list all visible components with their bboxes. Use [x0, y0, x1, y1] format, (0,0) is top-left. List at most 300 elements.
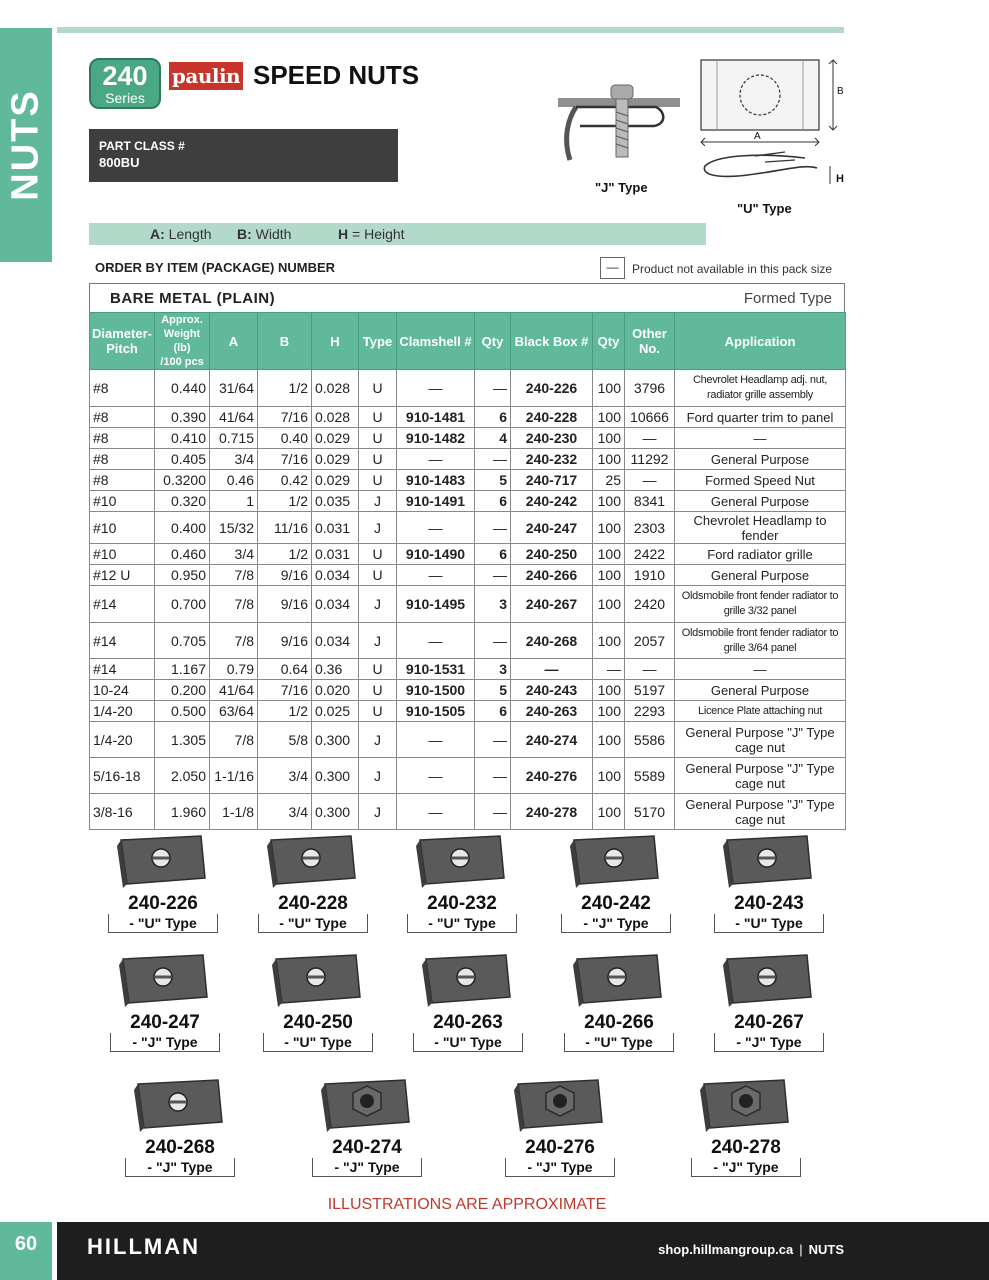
cell-other: —: [625, 428, 675, 449]
cell-b: 9/16: [258, 586, 312, 623]
cell-q2: 100: [593, 586, 625, 623]
series-label: Series: [105, 90, 145, 106]
product-code: 240-228: [278, 893, 348, 914]
dim-h-label: H: [836, 173, 844, 185]
cell-b: 0.42: [258, 470, 312, 491]
cell-dia: #8: [90, 370, 155, 407]
cell-q2: 100: [593, 407, 625, 428]
cell-a: 7/8: [210, 586, 258, 623]
cell-b: 9/16: [258, 623, 312, 659]
u-type-diagram-icon: [695, 56, 850, 198]
product-tile: [412, 947, 524, 1052]
table-row: [90, 512, 846, 544]
cell-a: 41/64: [210, 680, 258, 701]
cell-clam: 910-1491: [397, 491, 475, 512]
col-qty-clamshell: Qty: [475, 313, 511, 370]
speed-nut-image-icon: [569, 947, 669, 1011]
cell-h: 0.029: [312, 449, 359, 470]
product-code: 240-274: [332, 1137, 402, 1158]
table-row: [90, 659, 846, 680]
cell-dia: #12 U: [90, 565, 155, 586]
cell-q2: 100: [593, 512, 625, 544]
cell-q2: 100: [593, 565, 625, 586]
cell-wt: 0.3200: [155, 470, 210, 491]
cell-box: 240-274: [511, 722, 593, 758]
cell-wt: 0.700: [155, 586, 210, 623]
cell-q2: 100: [593, 544, 625, 565]
cell-b: 9/16: [258, 565, 312, 586]
cell-b: 3/4: [258, 758, 312, 794]
cell-a: 1-1/16: [210, 758, 258, 794]
cell-q1: 6: [475, 491, 511, 512]
cell-app: Formed Speed Nut: [675, 470, 846, 491]
col-b: B: [258, 313, 312, 370]
cell-wt: 0.950: [155, 565, 210, 586]
cell-type: U: [359, 544, 397, 565]
cell-other: 5586: [625, 722, 675, 758]
cell-app: General Purpose "J" Type cage nut: [675, 722, 846, 758]
cell-wt: 1.167: [155, 659, 210, 680]
cell-other: 2303: [625, 512, 675, 544]
cell-app: Ford quarter trim to panel: [675, 407, 846, 428]
cell-dia: #10: [90, 512, 155, 544]
cell-q1: 6: [475, 701, 511, 722]
cell-wt: 1.960: [155, 794, 210, 830]
cell-dia: #8: [90, 428, 155, 449]
page-number: 60: [0, 1222, 52, 1280]
speed-nut-image-icon: [412, 828, 512, 892]
cell-clam: 910-1505: [397, 701, 475, 722]
product-tile: [690, 1072, 802, 1177]
cell-q2: 100: [593, 449, 625, 470]
product-type: - "J" Type: [714, 1033, 824, 1052]
cell-q1: 6: [475, 544, 511, 565]
cell-app: Chevrolet Headlamp adj. nut, radiator grille assembly: [675, 370, 846, 407]
cell-type: U: [359, 701, 397, 722]
cell-box: 240-268: [511, 623, 593, 659]
cell-q1: 5: [475, 680, 511, 701]
cell-q2: 100: [593, 370, 625, 407]
cell-dia: 5/16-18: [90, 758, 155, 794]
cell-q1: —: [475, 722, 511, 758]
cell-a: 1: [210, 491, 258, 512]
speed-nut-image-icon: [268, 947, 368, 1011]
product-type: - "U" Type: [413, 1033, 523, 1052]
cell-q2: 100: [593, 722, 625, 758]
cell-b: 3/4: [258, 794, 312, 830]
cell-dia: 3/8-16: [90, 794, 155, 830]
product-type: - "J" Type: [125, 1158, 235, 1177]
speed-nut-image-icon: [113, 828, 213, 892]
cell-box: 240-717: [511, 470, 593, 491]
cell-type: U: [359, 449, 397, 470]
cell-wt: 2.050: [155, 758, 210, 794]
col-type: Type: [359, 313, 397, 370]
product-code: 240-276: [525, 1137, 595, 1158]
col-diameter: Diameter- Pitch: [90, 313, 155, 370]
cell-wt: 0.440: [155, 370, 210, 407]
col-h: H: [312, 313, 359, 370]
speed-nut-image-icon: [130, 1072, 230, 1136]
product-tile: [563, 947, 675, 1052]
cell-dia: #14: [90, 623, 155, 659]
col-application: Application: [675, 313, 846, 370]
table-row: [90, 623, 846, 659]
cell-clam: —: [397, 449, 475, 470]
cell-q2: 100: [593, 623, 625, 659]
cell-h: 0.031: [312, 512, 359, 544]
cell-box: 240-266: [511, 565, 593, 586]
product-tile: [504, 1072, 616, 1177]
product-tile: [109, 947, 221, 1052]
cell-h: 0.034: [312, 586, 359, 623]
cell-box: 240-242: [511, 491, 593, 512]
col-weight: Approx. Weight (lb) /100 pcs: [155, 313, 210, 370]
cell-q2: 100: [593, 680, 625, 701]
product-code: 240-226: [128, 893, 198, 914]
product-tile: [262, 947, 374, 1052]
product-type: - "J" Type: [561, 914, 671, 933]
cell-q1: —: [475, 758, 511, 794]
table-row: [90, 586, 846, 623]
cell-q1: —: [475, 794, 511, 830]
dimension-legend: [89, 223, 706, 245]
footer-url[interactable]: shop.hillmangroup.ca: [658, 1242, 794, 1257]
speed-nut-image-icon: [566, 828, 666, 892]
cell-clam: —: [397, 565, 475, 586]
product-type: - "U" Type: [258, 914, 368, 933]
product-code: 240-232: [427, 893, 497, 914]
cell-a: 3/4: [210, 449, 258, 470]
cell-other: 3796: [625, 370, 675, 407]
cell-q1: 6: [475, 407, 511, 428]
cell-q2: 100: [593, 701, 625, 722]
cell-q1: 3: [475, 659, 511, 680]
col-qty-box: Qty: [593, 313, 625, 370]
speed-nut-image-icon: [263, 828, 363, 892]
cell-h: 0.034: [312, 565, 359, 586]
cell-h: 0.034: [312, 623, 359, 659]
cell-wt: 0.410: [155, 428, 210, 449]
u-type-label: "U" Type: [737, 201, 792, 216]
cell-dia: #14: [90, 586, 155, 623]
product-code: 240-263: [433, 1012, 503, 1033]
cell-other: 1910: [625, 565, 675, 586]
table-row: [90, 722, 846, 758]
cell-clam: 910-1500: [397, 680, 475, 701]
cell-b: 1/2: [258, 491, 312, 512]
footer-bar: [57, 1222, 989, 1280]
cell-other: 2420: [625, 586, 675, 623]
product-type: - "U" Type: [407, 914, 517, 933]
cell-app: General Purpose "J" Type cage nut: [675, 758, 846, 794]
cell-dia: #10: [90, 544, 155, 565]
cell-app: General Purpose: [675, 680, 846, 701]
product-tile: [311, 1072, 423, 1177]
cell-type: J: [359, 722, 397, 758]
cell-app: General Purpose: [675, 449, 846, 470]
cell-other: 5589: [625, 758, 675, 794]
cell-q1: 4: [475, 428, 511, 449]
cell-other: 2293: [625, 701, 675, 722]
cell-wt: 0.200: [155, 680, 210, 701]
cell-type: J: [359, 586, 397, 623]
col-clamshell: Clamshell #: [397, 313, 475, 370]
product-type: - "J" Type: [505, 1158, 615, 1177]
product-code: 240-247: [130, 1012, 200, 1033]
cell-b: 0.64: [258, 659, 312, 680]
cell-wt: 0.405: [155, 449, 210, 470]
cell-type: U: [359, 370, 397, 407]
cell-wt: 0.705: [155, 623, 210, 659]
cell-box: —: [511, 659, 593, 680]
cell-type: U: [359, 407, 397, 428]
cell-a: 7/8: [210, 565, 258, 586]
col-black-box: Black Box #: [511, 313, 593, 370]
cell-app: Chevrolet Headlamp to fender: [675, 512, 846, 544]
cell-b: 1/2: [258, 544, 312, 565]
cell-q2: 100: [593, 794, 625, 830]
cell-box: 240-278: [511, 794, 593, 830]
section-subtitle: Formed Type: [743, 290, 832, 307]
legend-b-text: Width: [255, 226, 292, 242]
cell-clam: 910-1482: [397, 428, 475, 449]
illustrations-note: ILLUSTRATIONS ARE APPROXIMATE: [327, 1196, 607, 1213]
product-code: 240-278: [711, 1137, 781, 1158]
table-row: [90, 544, 846, 565]
table-row: [90, 428, 846, 449]
cell-b: 1/2: [258, 370, 312, 407]
cell-q1: —: [475, 449, 511, 470]
cell-box: 240-247: [511, 512, 593, 544]
cell-a: 41/64: [210, 407, 258, 428]
legend-a-text: Length: [168, 226, 212, 242]
cell-b: 5/8: [258, 722, 312, 758]
cell-box: 240-276: [511, 758, 593, 794]
cell-q1: 5: [475, 470, 511, 491]
product-tile: [713, 828, 825, 933]
part-class-box: [89, 129, 398, 182]
cell-wt: 0.320: [155, 491, 210, 512]
cell-q1: —: [475, 512, 511, 544]
cell-h: 0.035: [312, 491, 359, 512]
cell-box: 240-226: [511, 370, 593, 407]
page-title: SPEED NUTS: [253, 60, 420, 90]
cell-a: 3/4: [210, 544, 258, 565]
cell-box: 240-228: [511, 407, 593, 428]
product-code: 240-242: [581, 893, 651, 914]
table-row: [90, 680, 846, 701]
side-tab-label: NUTS: [4, 89, 47, 201]
section-header: [89, 283, 845, 312]
cell-dia: #8: [90, 449, 155, 470]
product-code: 240-266: [584, 1012, 654, 1033]
cell-q2: 100: [593, 758, 625, 794]
product-code: 240-243: [734, 893, 804, 914]
cell-q1: —: [475, 370, 511, 407]
table-row: [90, 407, 846, 428]
cell-app: Oldsmobile front fender radiator to grille 3/64 panel: [675, 623, 846, 659]
product-tile: [560, 828, 672, 933]
cell-app: Ford radiator grille: [675, 544, 846, 565]
cell-q1: 3: [475, 586, 511, 623]
cell-clam: —: [397, 722, 475, 758]
footer-section: NUTS: [808, 1242, 844, 1257]
part-class-value: 800BU: [99, 155, 140, 170]
cell-clam: —: [397, 512, 475, 544]
cell-b: 11/16: [258, 512, 312, 544]
cell-app: Oldsmobile front fender radiator to grille 3/32 panel: [675, 586, 846, 623]
table-row: [90, 701, 846, 722]
cell-app: Licence Plate attaching nut: [675, 701, 846, 722]
cell-dia: #8: [90, 407, 155, 428]
table-row: [90, 491, 846, 512]
cell-type: U: [359, 470, 397, 491]
j-type-label: "J" Type: [595, 180, 648, 195]
speed-nut-image-icon: [719, 947, 819, 1011]
product-tile: [107, 828, 219, 933]
cell-app: General Purpose: [675, 491, 846, 512]
table-row: [90, 758, 846, 794]
table-row: [90, 449, 846, 470]
top-rule: [57, 27, 844, 33]
cell-q2: —: [593, 659, 625, 680]
cell-other: —: [625, 470, 675, 491]
cell-h: 0.028: [312, 407, 359, 428]
cell-clam: 910-1481: [397, 407, 475, 428]
cell-other: 2422: [625, 544, 675, 565]
dim-b-label: B: [837, 86, 844, 97]
cell-type: J: [359, 512, 397, 544]
cell-h: 0.031: [312, 544, 359, 565]
product-code: 240-268: [145, 1137, 215, 1158]
cell-h: 0.300: [312, 794, 359, 830]
cell-other: 5197: [625, 680, 675, 701]
cell-q2: 100: [593, 428, 625, 449]
cell-type: U: [359, 680, 397, 701]
speed-nut-image-icon: [418, 947, 518, 1011]
cell-other: —: [625, 659, 675, 680]
cell-a: 63/64: [210, 701, 258, 722]
product-type: - "U" Type: [263, 1033, 373, 1052]
cell-clam: —: [397, 758, 475, 794]
cell-h: 0.025: [312, 701, 359, 722]
cell-a: 1-1/8: [210, 794, 258, 830]
product-code: 240-250: [283, 1012, 353, 1033]
cell-dia: 1/4-20: [90, 722, 155, 758]
cell-wt: 0.500: [155, 701, 210, 722]
legend-a-key: A:: [150, 226, 165, 242]
product-tile: [124, 1072, 236, 1177]
cell-clam: 910-1495: [397, 586, 475, 623]
cell-app: —: [675, 659, 846, 680]
cell-type: J: [359, 623, 397, 659]
cell-b: 7/16: [258, 407, 312, 428]
cell-clam: 910-1483: [397, 470, 475, 491]
legend-h-text: = Height: [352, 226, 405, 242]
series-badge: [89, 58, 161, 109]
cell-h: 0.300: [312, 758, 359, 794]
order-title: ORDER BY ITEM (PACKAGE) NUMBER: [95, 260, 336, 275]
cell-box: 240-230: [511, 428, 593, 449]
cell-other: 8341: [625, 491, 675, 512]
cell-box: 240-250: [511, 544, 593, 565]
col-other: Other No.: [625, 313, 675, 370]
product-type: - "J" Type: [691, 1158, 801, 1177]
cell-a: 31/64: [210, 370, 258, 407]
cell-b: 1/2: [258, 701, 312, 722]
cell-other: 10666: [625, 407, 675, 428]
not-available-symbol: —: [600, 257, 625, 279]
product-tile: [406, 828, 518, 933]
cell-a: 0.79: [210, 659, 258, 680]
not-available-text: Product not available in this pack size: [632, 262, 833, 276]
table-row: [90, 794, 846, 830]
cell-app: —: [675, 428, 846, 449]
speed-nut-image-icon: [115, 947, 215, 1011]
product-type: - "J" Type: [110, 1033, 220, 1052]
part-class-label: PART CLASS #: [99, 139, 185, 153]
table-row: [90, 470, 846, 491]
cell-app: General Purpose "J" Type cage nut: [675, 794, 846, 830]
cell-a: 0.715: [210, 428, 258, 449]
cell-type: J: [359, 758, 397, 794]
cell-type: U: [359, 428, 397, 449]
cell-other: 2057: [625, 623, 675, 659]
cell-type: J: [359, 491, 397, 512]
legend-h-key: H: [338, 226, 349, 242]
cell-b: 7/16: [258, 449, 312, 470]
cell-other: 11292: [625, 449, 675, 470]
hillman-logo: HILLMAN: [87, 1234, 200, 1259]
legend-b-key: B:: [237, 226, 252, 242]
cell-q1: —: [475, 565, 511, 586]
product-type: - "U" Type: [714, 914, 824, 933]
cell-wt: 0.460: [155, 544, 210, 565]
speed-nut-image-icon: [317, 1072, 417, 1136]
speed-nut-table: [89, 312, 846, 830]
product-type: - "J" Type: [312, 1158, 422, 1177]
cell-clam: —: [397, 794, 475, 830]
cell-wt: 1.305: [155, 722, 210, 758]
cell-b: 0.40: [258, 428, 312, 449]
table-header-row: [90, 313, 846, 370]
speed-nut-image-icon: [719, 828, 819, 892]
series-number: 240: [102, 61, 148, 91]
footer-links: [658, 1242, 844, 1257]
cell-box: 240-267: [511, 586, 593, 623]
product-code: 240-267: [734, 1012, 804, 1033]
cell-h: 0.36: [312, 659, 359, 680]
j-type-diagram-icon: [556, 82, 682, 172]
product-tile: [713, 947, 825, 1052]
cell-h: 0.028: [312, 370, 359, 407]
cell-dia: 1/4-20: [90, 701, 155, 722]
cell-clam: 910-1490: [397, 544, 475, 565]
cell-type: J: [359, 794, 397, 830]
cell-a: 0.46: [210, 470, 258, 491]
cell-q2: 25: [593, 470, 625, 491]
section-title: BARE METAL (PLAIN): [110, 290, 276, 307]
cell-other: 5170: [625, 794, 675, 830]
speed-nut-image-icon: [510, 1072, 610, 1136]
product-tile: [257, 828, 369, 933]
cell-type: U: [359, 565, 397, 586]
cell-dia: 10-24: [90, 680, 155, 701]
cell-q2: 100: [593, 491, 625, 512]
product-type: - "U" Type: [108, 914, 218, 933]
cell-clam: —: [397, 623, 475, 659]
